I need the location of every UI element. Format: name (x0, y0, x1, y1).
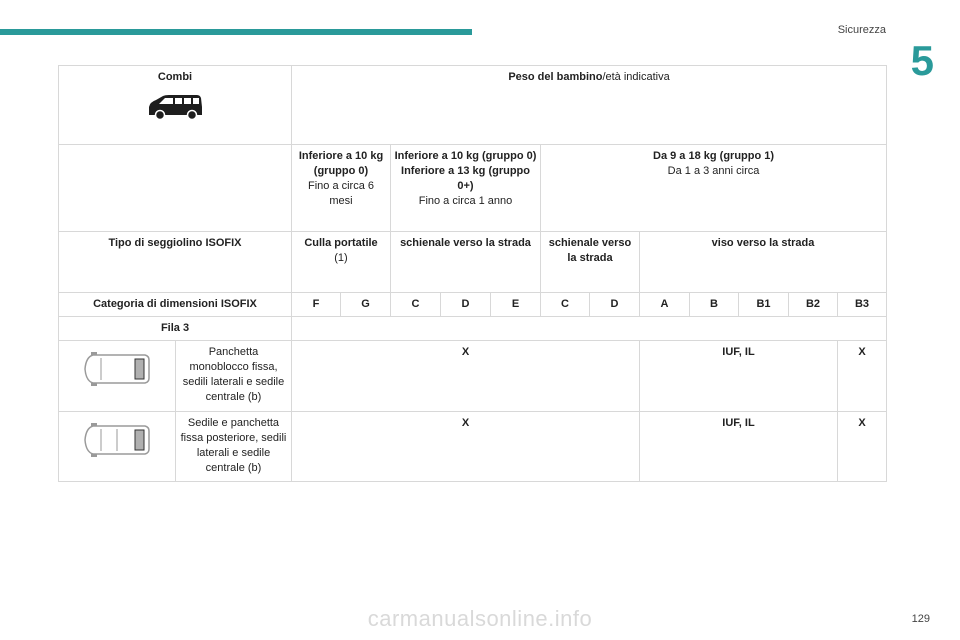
size-class-cell: E (491, 293, 541, 317)
group-1-sub: Da 1 a 3 anni circa (667, 165, 760, 177)
isofix-type-row (59, 232, 887, 293)
isofix-table (58, 65, 887, 482)
forward-value: IUF, IL (640, 412, 838, 482)
size-class-cell: G (341, 293, 391, 317)
vehicle-label: Combi (157, 71, 193, 83)
group-1-title: Da 9 a 18 kg (gruppo 1) (653, 150, 775, 162)
size-class-cell: B2 (789, 293, 838, 317)
van-icon (145, 93, 205, 121)
group-0-sub: Fino a circa 6 mesi (307, 180, 375, 207)
group-0plus-cell (391, 145, 541, 232)
seat-plan-cell (59, 412, 176, 482)
size-class-cell: B3 (838, 293, 887, 317)
header-accent-bar (0, 29, 472, 35)
rear-facing-label: schienale verso la strada (391, 232, 541, 293)
forward-facing-label: viso verso la strada (640, 232, 887, 293)
chapter-number: 5 (910, 37, 934, 84)
section-title: Sicurezza (837, 24, 886, 36)
group-0plus-sub: Fino a circa 1 anno (418, 195, 513, 207)
weight-header-bold: Peso del bambino (508, 71, 603, 83)
b3-value: X (838, 341, 887, 412)
seat-plan-cell (59, 341, 176, 412)
seat-description: Sedile e panchetta fissa posteriore, sedili laterali e sedile centrale (b) (176, 412, 292, 482)
size-class-cell: C (391, 293, 441, 317)
fila-row (59, 317, 887, 341)
rear-value: X (292, 341, 640, 412)
size-category-row (59, 293, 887, 317)
group-0-cell (292, 145, 391, 232)
size-class-cell: D (590, 293, 640, 317)
weight-header-cell (292, 66, 887, 145)
table-row (59, 412, 887, 482)
watermark: carmanualsonline.info (367, 606, 593, 631)
seat-plan-icon (83, 422, 151, 458)
fila-label: Fila 3 (59, 317, 292, 341)
vehicle-cell (59, 66, 292, 145)
table-row (59, 341, 887, 412)
empty-cell (292, 317, 887, 341)
size-class-cell: B1 (739, 293, 789, 317)
seat-plan-icon (83, 351, 151, 387)
group-row (59, 145, 887, 232)
page-number: 129 (911, 613, 930, 625)
size-class-cell: B (690, 293, 739, 317)
size-class-cell: C (541, 293, 590, 317)
group-0-title: Inferiore a 10 kg (gruppo 0) (298, 150, 384, 177)
size-class-cell: F (292, 293, 341, 317)
culla-cell (292, 232, 391, 293)
seat-description: Panchetta monoblocco fissa, sedili laterali e sedile centrale (b) (176, 341, 292, 412)
b3-value: X (838, 412, 887, 482)
rear-facing-g1-label: schienale verso la strada (541, 232, 640, 293)
group-1-cell (541, 145, 887, 232)
rear-value: X (292, 412, 640, 482)
culla-label: Culla portatile (304, 237, 378, 249)
table-header-row (59, 66, 887, 145)
culla-note: (1) (334, 252, 348, 264)
size-class-cell: D (441, 293, 491, 317)
size-class-cell: A (640, 293, 690, 317)
size-category-label: Categoria di dimensioni ISOFIX (59, 293, 292, 317)
weight-header-rest: /età indicativa (602, 71, 670, 83)
empty-cell (59, 145, 292, 232)
group-0plus-title: Inferiore a 10 kg (gruppo 0) Inferiore a 13 kg (gruppo 0+) (394, 150, 537, 192)
forward-value: IUF, IL (640, 341, 838, 412)
isofix-type-label: Tipo di seggiolino ISOFIX (59, 232, 292, 293)
